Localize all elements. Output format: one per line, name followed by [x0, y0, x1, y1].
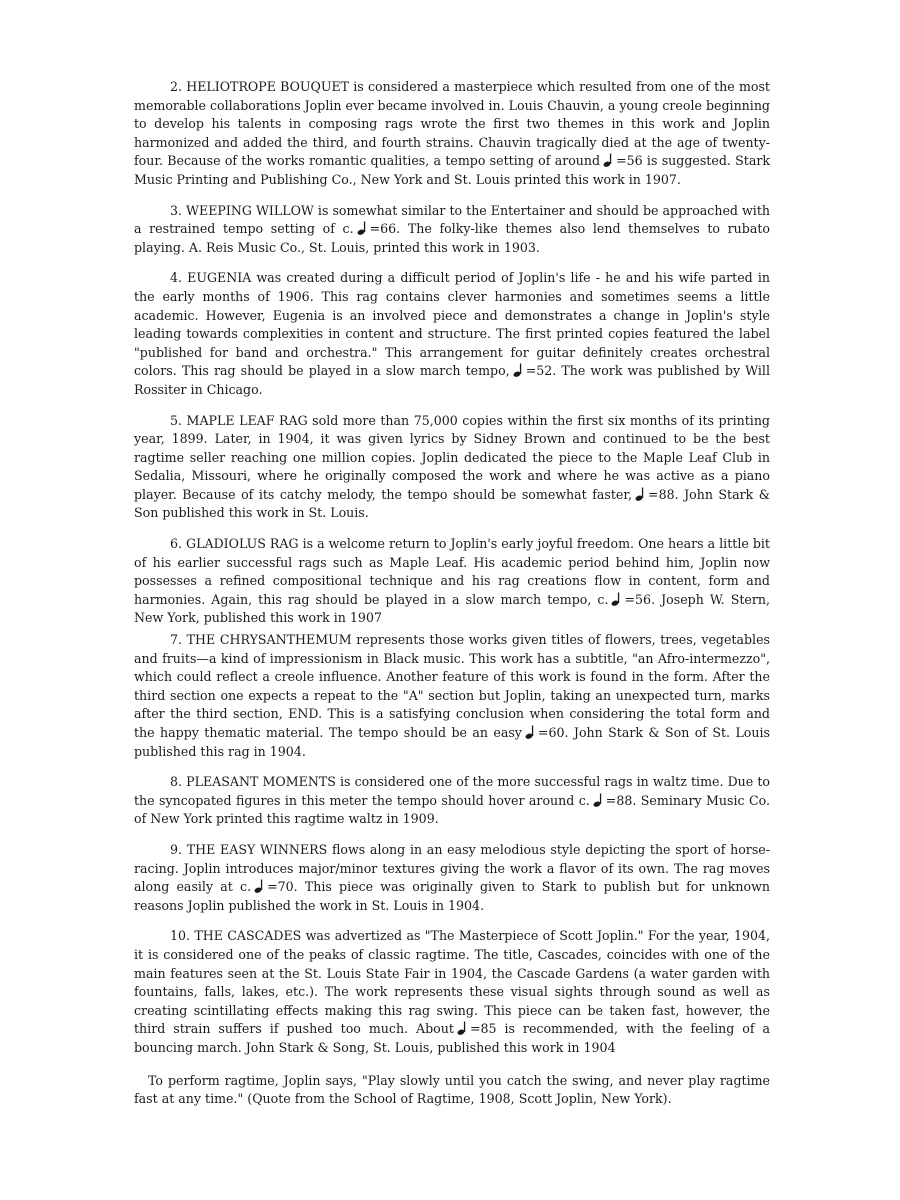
quarter-note-icon — [513, 363, 523, 377]
document-page — [134, 78, 770, 1109]
quarter-note-icon — [457, 1021, 467, 1035]
paragraph-text-after: =88. John Stark & Son published this work in St. Louis. — [134, 486, 770, 521]
quarter-note-icon — [525, 725, 535, 739]
paragraph-text-after: =70. This piece was originally given to Stark to publish but for unknown reasons Joplin published the work in St. Louis in 1904. — [134, 879, 770, 913]
paragraph-text-before: 9. THE EASY WINNERS flows along in an easy melodious style depicting the sport of horse-racing. Joplin introduces major/minor textures giving the work a flavor of its own. The rag moves along easily at c. — [134, 841, 770, 895]
paragraph-text-before: 2. HELIOTROPE BOUQUET is considered a masterpiece which resulted from one of the most memorable collaborations Joplin ever became involved in. Louis Chauvin, a young creole beginning to develop his talents in composing rags wrote the first two themes in this work and Joplin harmonized and added the third, and fourth strains. Chauvin tragically died at the age of twenty-four. Because of the works romantic qualities, a tempo setting of around — [134, 79, 770, 169]
paragraph-text-before: 6. GLADIOLUS RAG is a welcome return to Joplin's early joyful freedom. One hears a little bit of his earlier successful rags such as Maple Leaf. His academic period behind him, Joplin now possesses a refined compositional technique and his rag creations flow in content, form and harmonies. Again, this rag should be played in a slow march tempo, c. — [134, 536, 770, 607]
quarter-note-icon — [593, 793, 603, 807]
paragraph-text-before: 4. EUGENIA was created during a difficult period of Joplin's life - he and his wife parted in the early months of 1906. This rag contains clever harmonies and sometimes seems a little academic. However, Eugenia is an involved piece and demonstrates a change in Joplin's style leading towards complexities in content and structure. The first printed copies featured the label "published for band and orchestra." This arrangement for guitar definitely creates orchestral colors. This rag should be played in a slow march tempo, — [134, 270, 770, 379]
closing-quote-paragraph: To perform ragtime, Joplin says, "Play slowly until you catch the swing, and never play ragtime fast at any time." (Quote from the School of Ragtime, 1908, Scott Joplin, New York). — [134, 1072, 770, 1107]
quarter-note-icon — [635, 487, 645, 501]
paragraph-weeping-willow — [134, 202, 770, 258]
paragraph-gladiolus-rag — [134, 535, 770, 628]
paragraph-eugenia — [134, 269, 770, 399]
paragraph-text-after: =85 is recommended, with the feeling of a bouncing march. John Stark & Song, St. Louis, published this work in 1904 — [134, 1021, 770, 1055]
paragraph-heliotrope-bouquet — [134, 78, 770, 190]
paragraph-cascades — [134, 927, 770, 1057]
quarter-note-icon — [254, 879, 264, 893]
paragraph-text-after: =60. John Stark & Son of St. Louis published this rag in 1904. — [134, 725, 770, 759]
paragraph-text-after: =52. The work was published by Will Rossiter in Chicago. — [134, 363, 770, 397]
paragraph-text-after: =56. Joseph W. Stern, New York, published this work in 1907 — [134, 591, 770, 626]
quarter-note-icon — [603, 153, 613, 167]
quarter-note-icon — [611, 592, 621, 606]
paragraph-text-before: 8. PLEASANT MOMENTS is considered one of the more successful rags in waltz time. Due to the syncopated figures in this meter the tempo should hover around c. — [134, 774, 770, 808]
quarter-note-icon — [357, 221, 367, 235]
paragraph-text-after: =66. The folky-like themes also lend themselves to rubato playing. A. Reis Music Co., St. Louis, printed this work in 1903. — [134, 221, 771, 255]
paragraph-text-before: 10. THE CASCADES was advertized as "The Masterpiece of Scott Joplin." For the year, 1904, it is considered one of the peaks of classic ragtime. The title, Cascades, coincides with one of the main features seen at the St. Louis State Fair in 1904, the Cascade Gardens (a water garden with fountains, falls, lakes, etc.). The work represents these visual sights through sound as well as creating scintillating effects making this rag swing. This piece can be taken fast, however, the third strain suffers if pushed too much. About — [134, 928, 770, 1037]
paragraph-chrysanthemum — [134, 631, 770, 761]
paragraph-text-after: =88. Seminary Music Co. of New York printed this ragtime waltz in 1909. — [134, 792, 770, 827]
paragraph-text-before: 5. MAPLE LEAF RAG sold more than 75,000 copies within the first six months of its printing year, 1899. Later, in 1904, it was given lyrics by Sidney Brown and continued to be the best ragtime seller reaching one million copies. Joplin dedicated the piece to the Maple Leaf Club in Sedalia, Missouri, where he originally composed the work and where he was active as a piano player. Because of its catchy melody, the tempo should be somewhat faster, — [134, 412, 770, 502]
paragraph-text-after: =56 is suggested. Stark Music Printing and Publishing Co., New York and St. Louis printed this work in 1907. — [134, 153, 770, 187]
paragraph-text-before: 3. WEEPING WILLOW is somewhat similar to the Entertainer and should be approached with a restrained tempo setting of c. — [134, 202, 770, 237]
paragraph-text-before: 7. THE CHRYSANTHEMUM represents those works given titles of flowers, trees, vegetables and fruits—a kind of impressionism in Black music. This work has a subtitle, "an Afro-intermezzo", which could reflect a creole influence. Another feature of this work is found in the form. After the third section one expects a repeat to the "A" section but Joplin, taking an unexpected turn, marks after the third section, END. This is a satisfying conclusion when considering the total form and the happy thematic material. The tempo should be an easy — [134, 632, 770, 740]
paragraph-maple-leaf-rag — [134, 412, 770, 524]
paragraph-easy-winners — [134, 841, 770, 915]
paragraph-pleasant-moments — [134, 773, 770, 829]
